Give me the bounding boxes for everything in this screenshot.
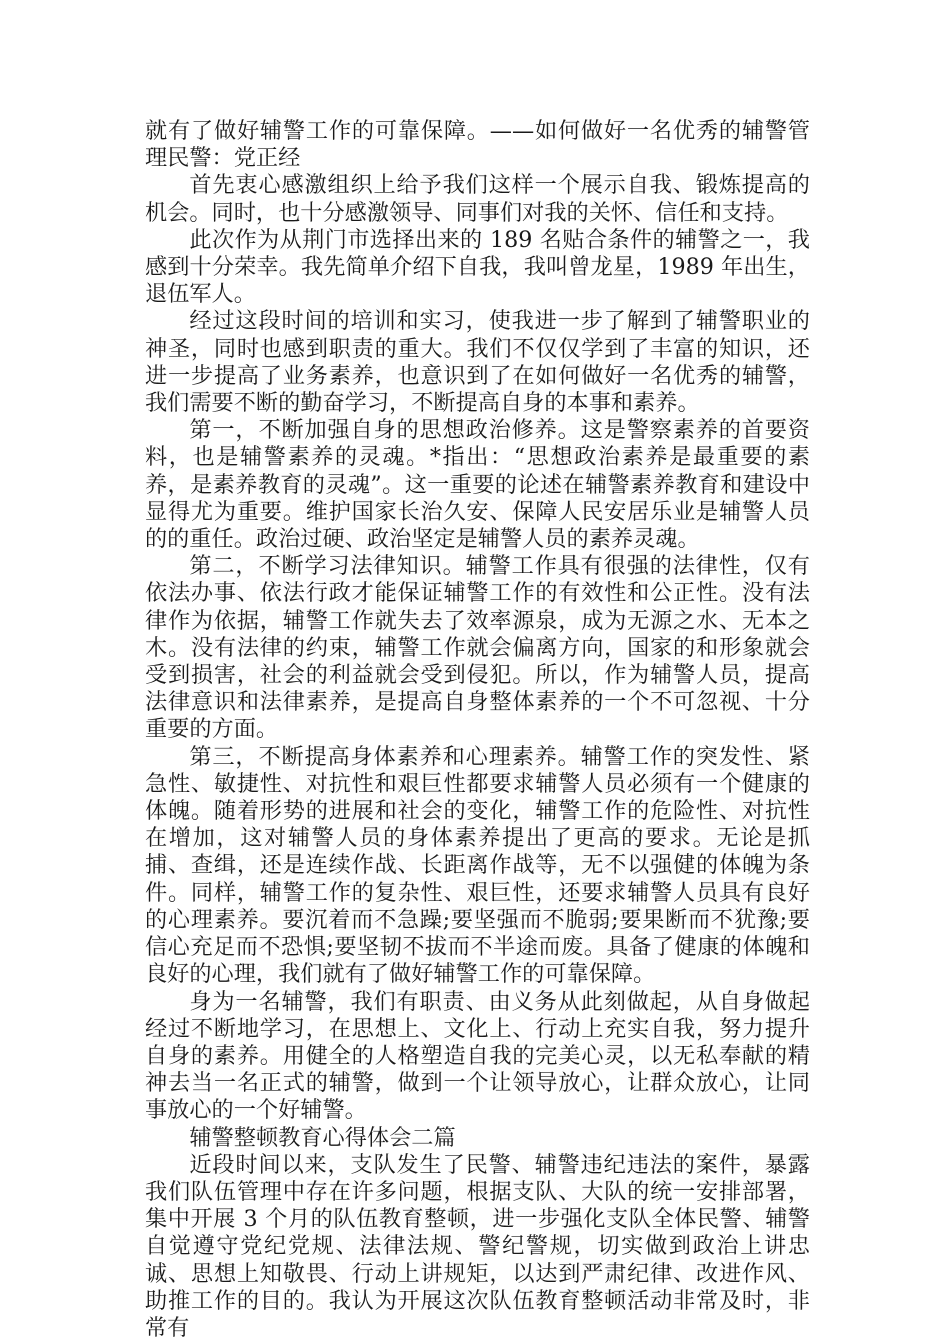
section-heading: 辅警整顿教育心得体会二篇 xyxy=(189,1124,456,1151)
paragraph-4: 经过这段时间的培训和实习，使我进一步了解到了辅警职业的神圣，同时也感到职责的重大。我们不仅仅学到了丰富的知识，还进一步提高了业务素养，也意识到了在如何做好一名优秀的辅警，我们需要不断的勤奋学习，不断提高自身的本事和素养。 xyxy=(145,308,810,417)
paragraph-3: 此次作为从荆门市选择出来的 189 名贴合条件的辅警之一，我感到十分荣幸。我先简单介绍下自我，我叫曾龙星，1989 年出生，退伍军人。 xyxy=(145,226,810,308)
paragraph-8: 身为一名辅警，我们有职责、由义务从此刻做起，从自身做起经过不断地学习，在思想上、文化上、行动上充实自我，努力提升自身的素养。用健全的人格塑造自我的完美心灵，以无私奉献的精神去当一名正式的辅警，做到一个让领导放心，让群众放心，让同事放心的一个好辅警。 xyxy=(145,988,810,1124)
paragraph-10: 近段时间以来，支队发生了民警、辅警违纪违法的案件，暴露我们队伍管理中存在许多问题，根据支队、大队的统一安排部署，集中开展 3 个月的队伍教育整顿，进一步强化支队全体民警、辅警自觉遵守党纪党规、法律法规、警纪警规，切实做到政治上讲忠诚、思想上知敬畏、行动上讲规矩，以达到严肃纪律、改进作风、助推工作的目的。我认为开展这次队伍教育整顿活动非常及时，非常有 xyxy=(145,1151,810,1341)
paragraph-1: 就有了做好辅警工作的可靠保障。——如何做好一名优秀的辅警管理民警：党正经 xyxy=(145,118,810,172)
paragraph-2: 首先衷心感激组织上给予我们这样一个展示自我、锻炼提高的机会。同时，也十分感激领导、同事们对我的关怀、信任和支持。 xyxy=(145,172,810,226)
paragraph-6: 第二，不断学习法律知识。辅警工作具有很强的法律性，仅有依法办事、依法行政才能保证辅警工作的有效性和公正性。没有法律作为依据，辅警工作就失去了效率源泉，成为无源之水、无本之木。没有法律的约束，辅警工作就会偏离方向，国家的和形象就会受到损害，社会的利益就会受到侵犯。所以，作为辅警人员，提高法律意识和法律素养，是提高自身整体素养的一个不可忽视、十分重要的方面。 xyxy=(145,553,810,743)
paragraph-7: 第三，不断提高身体素养和心理素养。辅警工作的突发性、紧急性、敏捷性、对抗性和艰巨性都要求辅警人员必须有一个健康的体魄。随着形势的进展和社会的变化，辅警工作的危险性、对抗性在增加，这对辅警人员的身体素养提出了更高的要求。无论是抓捕、查缉，还是连续作战、长距离作战等，无不以强健的体魄为条件。同样，辅警工作的复杂性、艰巨性，还要求辅警人员具有良好的心理素养。要沉着而不急躁;要坚强而不脆弱;要果断而不犹豫;要信心充足而不恐惧;要坚韧不拔而不半途而废。具备了健康的体魄和良好的心理，我们就有了做好辅警工作的可靠保障。 xyxy=(145,743,810,988)
document-page xyxy=(145,118,810,1342)
paragraph-5: 第一，不断加强自身的思想政治修养。这是警察素养的首要资料，也是辅警素养的灵魂。*指出：“思想政治素养是最重要的素养，是素养教育的灵魂”。这一重要的论述在辅警素养教育和建设中显得尤为重要。维护国家长治久安、保障人民安居乐业是辅警人员的的重任。政治过硬、政治坚定是辅警人员的素养灵魂。 xyxy=(145,417,810,553)
